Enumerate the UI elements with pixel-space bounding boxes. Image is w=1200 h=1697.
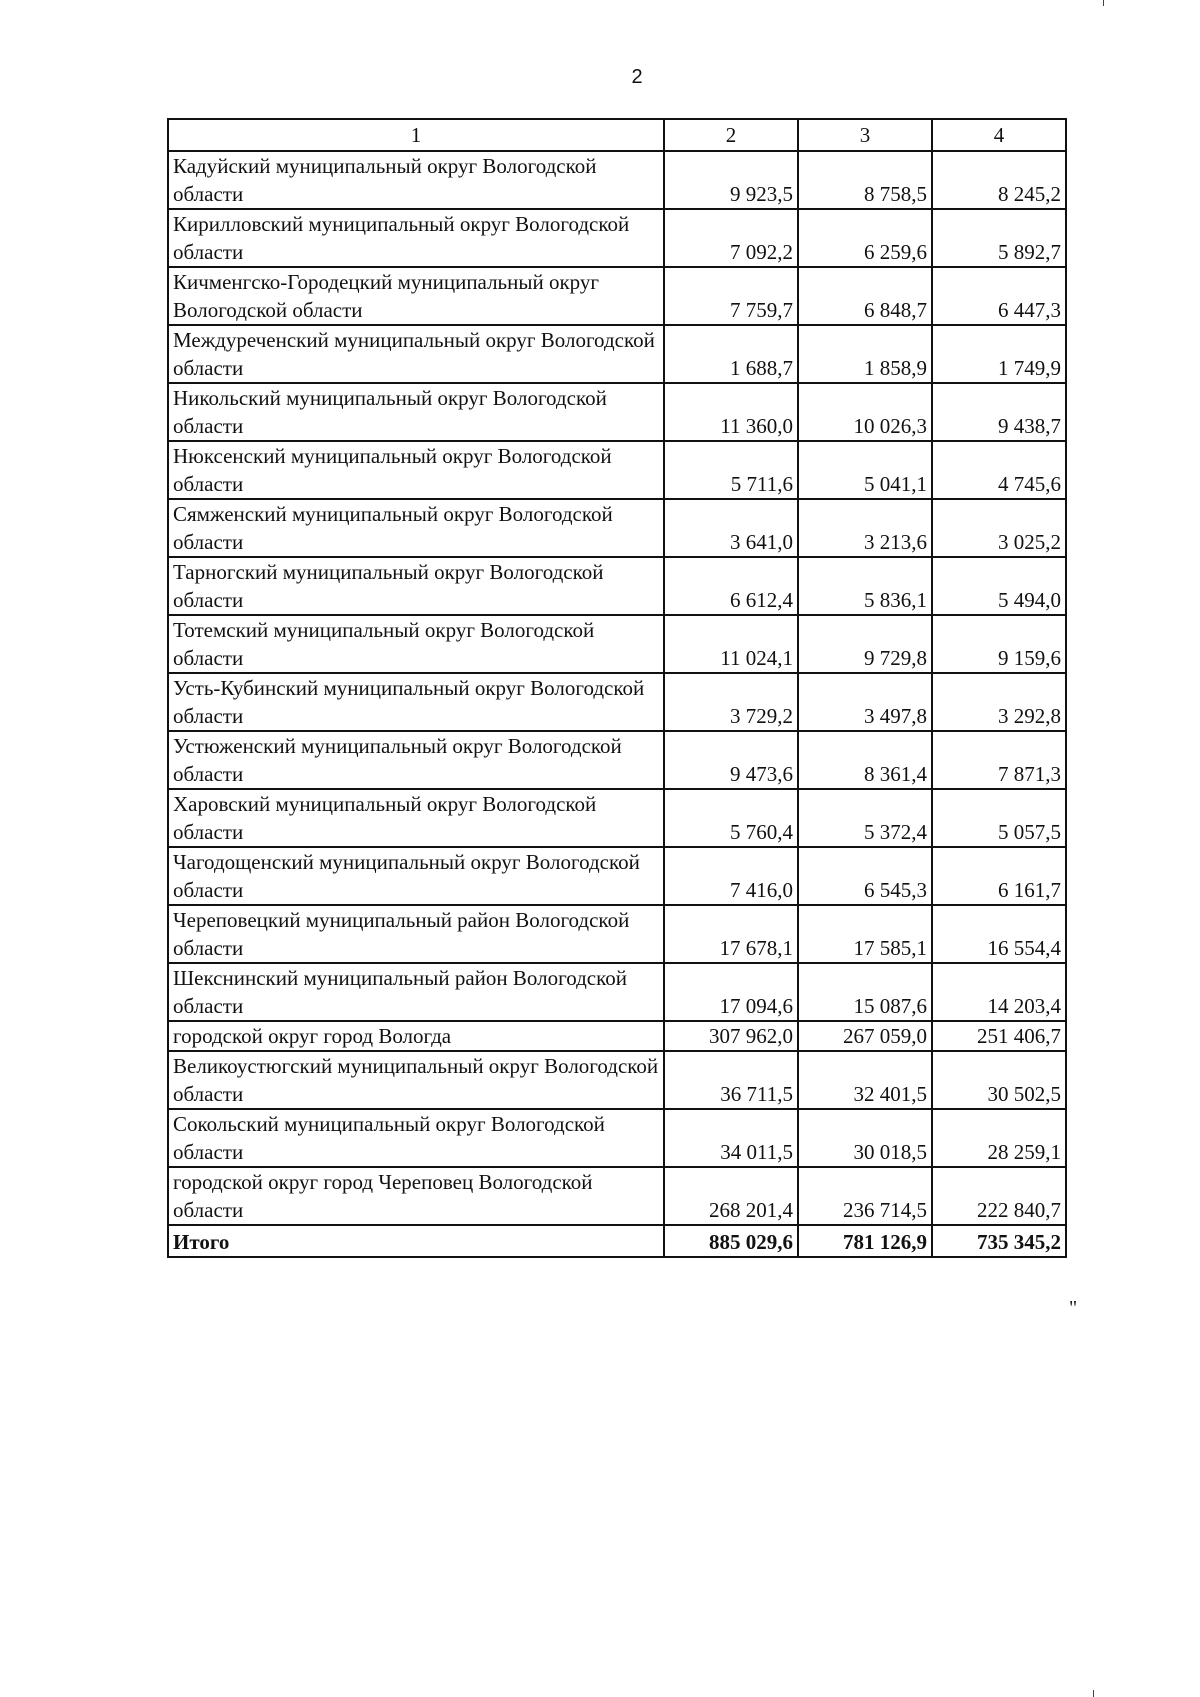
value-column-2: 34 011,5 (664, 1109, 798, 1167)
column-number-2: 2 (664, 119, 798, 151)
municipality-name: Харовский муниципальный округ Вологодской области (168, 789, 664, 847)
municipality-name: Сямженский муниципальный округ Вологодской области (168, 499, 664, 557)
value-column-3: 9 729,8 (798, 615, 932, 673)
value-column-2: 11 360,0 (664, 383, 798, 441)
value-column-2: 17 094,6 (664, 963, 798, 1021)
closing-quote-mark: " (1069, 1297, 1078, 1319)
value-column-3: 236 714,5 (798, 1167, 932, 1225)
value-column-4: 5 494,0 (932, 557, 1066, 615)
table-row (168, 1109, 1066, 1167)
value-column-2: 268 201,4 (664, 1167, 798, 1225)
municipality-name: Нюксенский муниципальный округ Вологодской области (168, 441, 664, 499)
total-row (168, 1225, 1066, 1257)
municipality-name: Устюженский муниципальный округ Вологодской области (168, 731, 664, 789)
municipality-name: Тарногский муниципальный округ Вологодской области (168, 557, 664, 615)
value-column-3: 6 848,7 (798, 267, 932, 325)
table-row (168, 963, 1066, 1021)
value-column-2: 5 711,6 (664, 441, 798, 499)
value-column-4: 6 161,7 (932, 847, 1066, 905)
table-row (168, 267, 1066, 325)
value-column-2: 1 688,7 (664, 325, 798, 383)
scan-edge-mark-bottom (1093, 1690, 1094, 1697)
value-column-4: 222 840,7 (932, 1167, 1066, 1225)
municipality-name: Сокольский муниципальный округ Вологодской области (168, 1109, 664, 1167)
municipality-name: Никольский муниципальный округ Вологодской области (168, 383, 664, 441)
table-row (168, 731, 1066, 789)
value-column-4: 9 438,7 (932, 383, 1066, 441)
value-column-3: 8 361,4 (798, 731, 932, 789)
value-column-4: 30 502,5 (932, 1051, 1066, 1109)
value-column-4: 28 259,1 (932, 1109, 1066, 1167)
municipality-name: городской округ город Вологда (168, 1021, 664, 1051)
value-column-2: 307 962,0 (664, 1021, 798, 1051)
table-row (168, 209, 1066, 267)
value-column-4: 1 749,9 (932, 325, 1066, 383)
value-column-2: 5 760,4 (664, 789, 798, 847)
table-row (168, 847, 1066, 905)
table-row (168, 789, 1066, 847)
value-column-2: 7 092,2 (664, 209, 798, 267)
value-column-2: 6 612,4 (664, 557, 798, 615)
value-column-3: 3 497,8 (798, 673, 932, 731)
municipality-name: Череповецкий муниципальный район Вологодской области (168, 905, 664, 963)
table-header-row (168, 119, 1066, 151)
value-column-3: 8 758,5 (798, 151, 932, 209)
table-row (168, 905, 1066, 963)
value-column-4: 8 245,2 (932, 151, 1066, 209)
value-column-2: 3 729,2 (664, 673, 798, 731)
column-number-1: 1 (168, 119, 664, 151)
value-column-3: 267 059,0 (798, 1021, 932, 1051)
value-column-2: 9 473,6 (664, 731, 798, 789)
municipality-name: Кирилловский муниципальный округ Вологодской области (168, 209, 664, 267)
value-column-4: 3 025,2 (932, 499, 1066, 557)
table-row (168, 499, 1066, 557)
value-column-4: 251 406,7 (932, 1021, 1066, 1051)
table-row (168, 151, 1066, 209)
value-column-4: 16 554,4 (932, 905, 1066, 963)
column-number-4: 4 (932, 119, 1066, 151)
municipality-name: Великоустюгский муниципальный округ Вологодской области (168, 1051, 664, 1109)
municipality-name: городской округ город Череповец Вологодской области (168, 1167, 664, 1225)
table-row (168, 673, 1066, 731)
value-column-2: 36 711,5 (664, 1051, 798, 1109)
table-row (168, 1051, 1066, 1109)
budget-allocation-table (167, 118, 1067, 1258)
value-column-3: 3 213,6 (798, 499, 932, 557)
page-number: 2 (631, 66, 643, 88)
table-row (168, 1167, 1066, 1225)
value-column-3: 5 372,4 (798, 789, 932, 847)
municipality-name: Кадуйский муниципальный округ Вологодской области (168, 151, 664, 209)
value-column-2: 7 416,0 (664, 847, 798, 905)
value-column-4: 3 292,8 (932, 673, 1066, 731)
table-row (168, 615, 1066, 673)
value-column-4: 9 159,6 (932, 615, 1066, 673)
value-column-2: 9 923,5 (664, 151, 798, 209)
value-column-3: 1 858,9 (798, 325, 932, 383)
table-row (168, 557, 1066, 615)
value-column-4: 6 447,3 (932, 267, 1066, 325)
total-value-column-4: 735 345,2 (932, 1225, 1066, 1257)
value-column-3: 5 041,1 (798, 441, 932, 499)
value-column-4: 5 057,5 (932, 789, 1066, 847)
municipality-name: Шекснинский муниципальный район Вологодской области (168, 963, 664, 1021)
value-column-3: 5 836,1 (798, 557, 932, 615)
value-column-4: 14 203,4 (932, 963, 1066, 1021)
value-column-4: 5 892,7 (932, 209, 1066, 267)
scan-edge-mark-top (1103, 0, 1104, 6)
column-number-3: 3 (798, 119, 932, 151)
table-row (168, 325, 1066, 383)
municipality-name: Усть-Кубинский муниципальный округ Вологодской области (168, 673, 664, 731)
value-column-2: 11 024,1 (664, 615, 798, 673)
value-column-3: 15 087,6 (798, 963, 932, 1021)
table-row (168, 383, 1066, 441)
table-row (168, 441, 1066, 499)
value-column-3: 6 545,3 (798, 847, 932, 905)
table-row (168, 1021, 1066, 1051)
value-column-3: 17 585,1 (798, 905, 932, 963)
municipality-name: Междуреченский муниципальный округ Вологодской области (168, 325, 664, 383)
value-column-2: 7 759,7 (664, 267, 798, 325)
value-column-2: 17 678,1 (664, 905, 798, 963)
total-value-column-2: 885 029,6 (664, 1225, 798, 1257)
value-column-2: 3 641,0 (664, 499, 798, 557)
municipality-name: Кичменгско-Городецкий муниципальный округ Вологодской области (168, 267, 664, 325)
total-value-column-3: 781 126,9 (798, 1225, 932, 1257)
value-column-4: 7 871,3 (932, 731, 1066, 789)
value-column-3: 30 018,5 (798, 1109, 932, 1167)
municipality-name: Чагодощенский муниципальный округ Вологодской области (168, 847, 664, 905)
value-column-3: 10 026,3 (798, 383, 932, 441)
total-label: Итого (168, 1225, 664, 1257)
value-column-3: 6 259,6 (798, 209, 932, 267)
municipality-name: Тотемский муниципальный округ Вологодской области (168, 615, 664, 673)
value-column-3: 32 401,5 (798, 1051, 932, 1109)
value-column-4: 4 745,6 (932, 441, 1066, 499)
